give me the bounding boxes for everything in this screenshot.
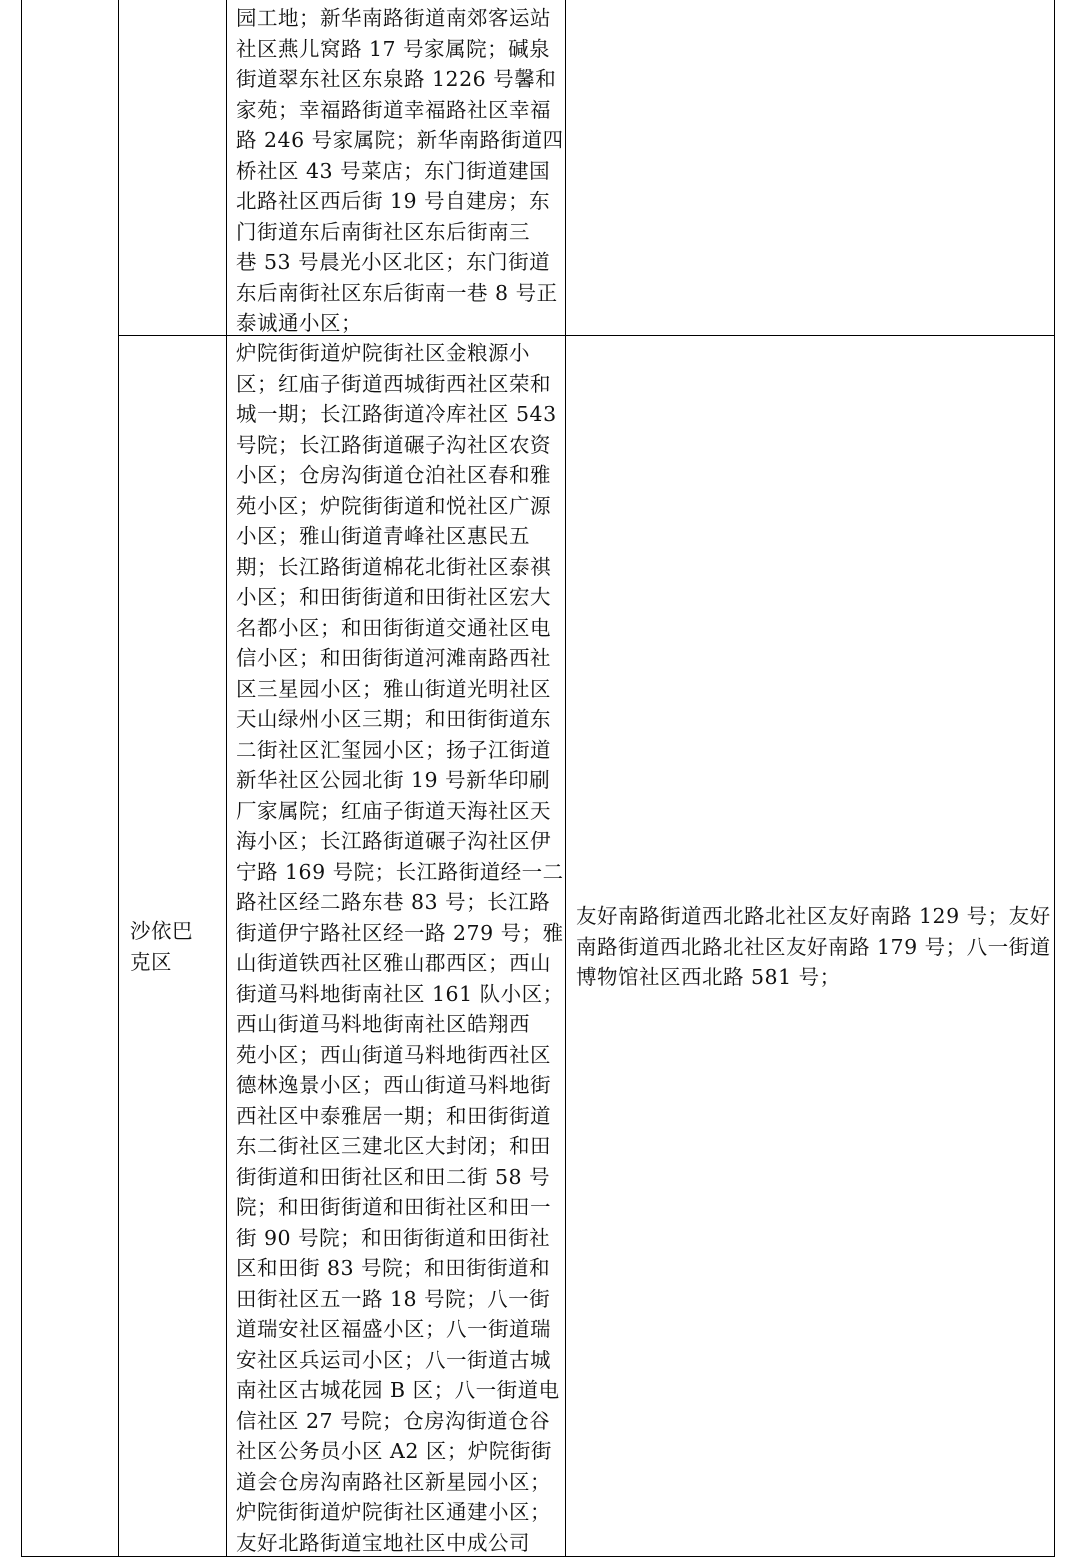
- main-row-other-cell: [576, 901, 1050, 993]
- text-line: 德林逸景小区；西山街道马料地街: [236, 1073, 551, 1097]
- text-line: 苑小区；西山街道马料地街西社区: [236, 1042, 551, 1067]
- text-line: 街道伊宁路社区经一路 279 号；雅: [236, 920, 564, 945]
- text-line: 路 246 号家属院；新华南路街道四: [236, 128, 564, 152]
- text-line: 海小区；长江路街道碾子沟社区伊: [236, 829, 551, 853]
- text-line: 友好北路街道宝地社区中成公司: [236, 1530, 530, 1555]
- text-line: 南社区古城花园 B 区；八一街道电: [236, 1378, 560, 1402]
- district-cell: [130, 916, 225, 977]
- text-line: 二街社区汇玺园小区；扬子江街道: [236, 737, 551, 762]
- text-line: 宁路 169 号院；长江路街道经一二: [236, 859, 564, 884]
- text-line: 小区；雅山街道青峰社区惠民五: [236, 524, 530, 548]
- text-line: 田街社区五一路 18 号院；八一街: [236, 1286, 551, 1311]
- text-line: 路社区经二路东巷 83 号；长江路: [236, 890, 551, 914]
- text-line: 信小区；和田街街道河滩南路西社: [236, 646, 551, 670]
- col-divider-3: [565, 0, 566, 1557]
- text-line: 区三星园小区；雅山街道光明社区: [236, 676, 551, 701]
- text-line: 街道翠东社区东泉路 1226 号馨和: [236, 67, 557, 91]
- text-line: 博物馆社区西北路 581 号；: [576, 965, 841, 989]
- text-line: 新华社区公园北街 19 号新华印刷: [236, 768, 551, 792]
- text-line: 院；和田街街道和田街社区和田一: [236, 1195, 551, 1219]
- text-line: 西山街道马料地街南社区皓翔西: [236, 1012, 530, 1036]
- text-line: 街道马料地街南社区 161 队小区；: [236, 981, 564, 1006]
- text-line: 炉院街街道炉院街社区金粮源小: [236, 341, 530, 365]
- text-line: 桥社区 43 号菜店；东门街道建国: [236, 158, 551, 183]
- text-line: 信社区 27 号院；仓房沟街道仓谷: [236, 1408, 551, 1433]
- text-line: 家苑；幸福路街道幸福路社区幸福: [236, 97, 551, 122]
- text-line: 街 90 号院；和田街街道和田街社: [236, 1225, 551, 1250]
- col-divider-1: [118, 0, 119, 1557]
- main-row-addresses-cell: [236, 338, 564, 1558]
- table-border-left: [21, 0, 22, 1557]
- text-line: 东后南街社区东后街南一巷 8 号正: [236, 280, 558, 305]
- text-line: 社区燕儿窝路 17 号家属院；碱泉: [236, 36, 551, 61]
- text-line: 厂家属院；红庙子街道天海社区天: [236, 798, 551, 823]
- text-line: 安社区兵运司小区；八一街道古城: [236, 1347, 551, 1372]
- text-line: 苑小区；炉院街街道和悦社区广源: [236, 493, 551, 518]
- text-line: 社区公务员小区 A2 区；炉院街街: [236, 1439, 552, 1463]
- text-line: 门街道东后南街社区东后街南三: [236, 219, 530, 244]
- text-line: 期；长江路街道棉花北街社区泰祺: [236, 554, 551, 579]
- col-divider-2: [226, 0, 227, 1557]
- prev-row-addresses-cell: [236, 3, 564, 339]
- text-line: 西社区中泰雅居一期；和田街街道: [236, 1103, 551, 1128]
- text-line: 小区；和田街街道和田街社区宏大: [236, 585, 551, 609]
- text-line: 北路社区西后街 19 号自建房；东: [236, 189, 551, 213]
- text-line: 城一期；长江路街道冷库社区 543: [236, 402, 557, 426]
- text-line: 友好南路街道西北路北社区友好南路 129 号；友好: [576, 904, 1051, 928]
- text-line: 园工地；新华南路街道南郊客运站: [236, 6, 551, 30]
- district-name-line: 克区: [130, 949, 172, 974]
- text-line: 山街道铁西社区雅山郡西区；西山: [236, 951, 551, 975]
- district-name-line: 沙依巴: [130, 919, 193, 943]
- text-line: 道瑞安社区福盛小区；八一街道瑞: [236, 1317, 551, 1341]
- text-line: 街街道和田街社区和田二街 58 号: [236, 1164, 551, 1189]
- text-line: 区和田街 83 号院；和田街街道和: [236, 1256, 551, 1280]
- text-line: 号院；长江路街道碾子沟社区农资: [236, 432, 551, 457]
- text-line: 天山绿州小区三期；和田街街道东: [236, 707, 551, 731]
- table-border-right: [1054, 0, 1055, 1557]
- text-line: 区；红庙子街道西城街西社区荣和: [236, 371, 551, 396]
- text-line: 泰诚通小区；: [236, 311, 362, 335]
- text-line: 炉院街街道炉院街社区通建小区；: [236, 1500, 551, 1524]
- text-line: 南路街道西北路北社区友好南路 179 号；八一街道: [576, 934, 1051, 959]
- text-line: 名都小区；和田街街道交通社区电: [236, 615, 551, 640]
- text-line: 道会仓房沟南路社区新星园小区；: [236, 1469, 551, 1494]
- text-line: 巷 53 号晨光小区北区；东门街道: [236, 250, 551, 274]
- text-line: 东二街社区三建北区大封闭；和田: [236, 1134, 551, 1158]
- text-line: 小区；仓房沟街道仓泊社区春和雅: [236, 463, 551, 487]
